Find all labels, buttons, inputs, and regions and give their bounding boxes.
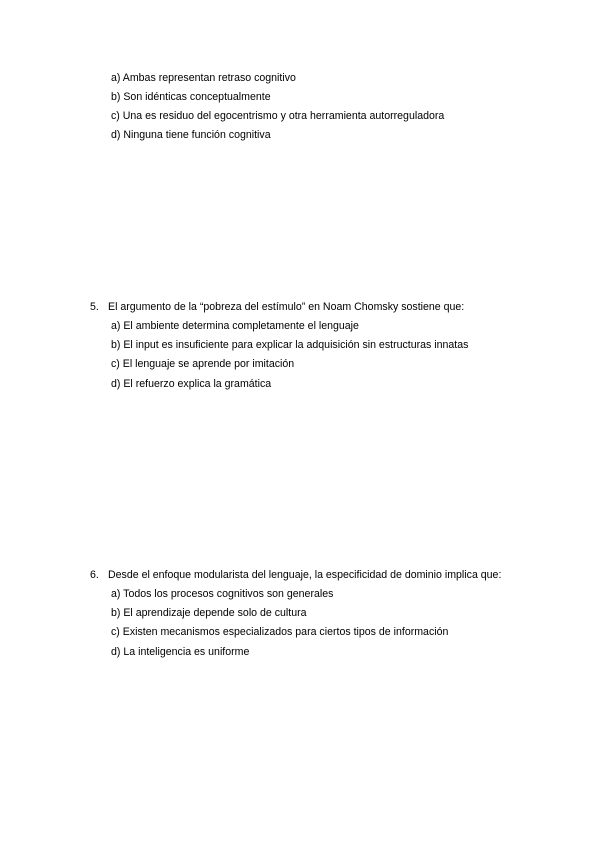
option-c: c) Existen mecanismos especializados para ciertos tipos de información: [111, 626, 449, 638]
question-text: El argumento de la “pobreza del estímulo” en Noam Chomsky sostiene que:: [108, 301, 465, 313]
option-b: b) Son idénticas conceptualmente: [111, 91, 271, 103]
option-c: c) Una es residuo del egocentrismo y otra herramienta autorreguladora: [111, 110, 445, 122]
option-c: c) El lenguaje se aprende por imitación: [111, 358, 295, 370]
question-number: 6.: [90, 569, 99, 581]
option-d: d) El refuerzo explica la gramática: [111, 378, 272, 390]
option-a: a) Ambas representan retraso cognitivo: [111, 72, 296, 84]
option-d: d) La inteligencia es uniforme: [111, 646, 250, 658]
option-a: a) Todos los procesos cognitivos son generales: [111, 588, 334, 600]
option-d: d) Ninguna tiene función cognitiva: [111, 129, 271, 141]
option-b: b) El input es insuficiente para explicar la adquisición sin estructuras innatas: [111, 339, 469, 351]
question-text: Desde el enfoque modularista del lenguaje, la especificidad de dominio implica que:: [108, 569, 502, 581]
option-b: b) El aprendizaje depende solo de cultura: [111, 607, 307, 619]
question-number: 5.: [90, 301, 99, 313]
option-a: a) El ambiente determina completamente el lenguaje: [111, 320, 359, 332]
